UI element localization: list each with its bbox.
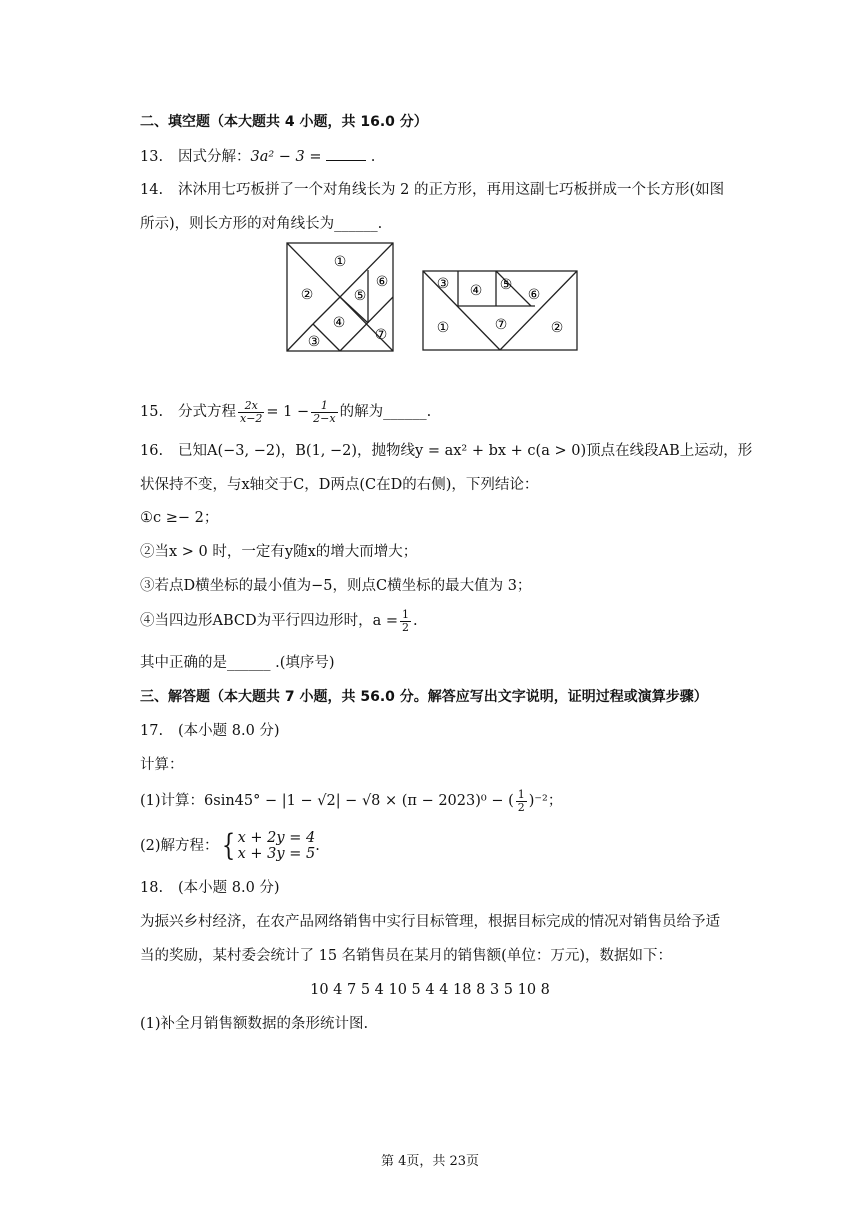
equation-system: [238, 830, 316, 862]
section-heading-solve: 三、解答题（本大题共 7 小题，共 56.0 分。解答应写出文字说明，证明过程或演算步骤）: [140, 689, 708, 705]
question-text: ④当四边形ABCD为平行四边形时，a =: [140, 613, 399, 629]
conclusion-3: ③若点D横坐标的最小值为−5，则点C横坐标的最大值为 3；: [140, 578, 532, 594]
question-number: 16.: [140, 443, 164, 459]
question-13: [140, 146, 375, 167]
brace-icon: {: [221, 828, 235, 863]
question-17-part2: [140, 828, 320, 864]
question-15: [140, 397, 431, 427]
question-17-part1: [140, 786, 562, 816]
question-14-line2: 所示)，则长方形的对角线长为______.: [140, 216, 383, 232]
question-text: 因式分解：: [178, 149, 251, 165]
question-number: 18.: [140, 880, 164, 896]
tangram-label: ④: [469, 283, 483, 299]
question-text: 的解为______.: [339, 404, 432, 420]
tangram-label: ③: [436, 276, 450, 292]
fraction: [238, 400, 264, 425]
question-17-intro: 计算：: [140, 757, 184, 773]
question-text: 沐沐用七巧板拼了一个对角线长为 2 的正方形，再用这副七巧板拼成一个长方形(如图: [178, 182, 725, 198]
fraction: [311, 400, 337, 425]
question-14-line1: [140, 180, 724, 200]
question-number: 13.: [140, 149, 164, 165]
denominator: 2: [402, 620, 410, 634]
question-16-line2: 状保持不变，与x轴交于C，D两点(C在D的右侧)，下列结论：: [140, 477, 539, 493]
page-footer: 第 4页，共 23页: [380, 1154, 480, 1169]
question-17-header: [140, 721, 280, 741]
tangram-label: ⑦: [494, 317, 508, 333]
math-text: (1)计算：6sin45° − |1 − √2| − √8 × (π − 2023)⁰ − (: [140, 793, 514, 809]
question-18-line1: 为振兴乡村经济，在农产品网络销售中实行目标管理，根据目标完成的情况对销售员给予适: [140, 914, 720, 930]
tangram-label: ①: [333, 254, 347, 270]
question-score: (本小题 8.0 分): [178, 880, 280, 896]
conclusion-2: ②当x > 0 时，一定有y随x的增大而增大；: [140, 544, 418, 560]
tangram-label: ⑥: [527, 287, 541, 303]
math-expression: 3a² − 3 =: [250, 149, 322, 165]
question-number: 17.: [140, 723, 164, 739]
tangram-label: ④: [332, 315, 346, 331]
fraction: [400, 609, 411, 634]
tangram-label: ⑤: [499, 277, 513, 293]
conclusion-1: ①c ≥− 2；: [140, 510, 219, 526]
numerator: 2x: [238, 400, 264, 413]
question-text: (2)解方程：: [140, 838, 219, 854]
question-number: 15.: [140, 404, 164, 420]
question-18-line2: 当的奖励，某村委会统计了 15 名销售员在某月的销售额(单位：万元)，数据如下：: [140, 948, 672, 964]
question-16-answer: 其中正确的是______ .(填序号): [140, 655, 335, 671]
equation: x + 2y = 4: [237, 830, 316, 846]
tangram-label: ⑤: [353, 288, 367, 304]
question-18-part1: (1)补全月销售额数据的条形统计图.: [140, 1016, 369, 1032]
question-16-line1: [140, 441, 752, 461]
conclusion-4: [140, 606, 418, 636]
tangram-label: ⑥: [375, 274, 389, 290]
tangram-label: ②: [300, 287, 314, 303]
answer-blank: [326, 146, 366, 161]
punctuation: .: [315, 838, 320, 854]
numerator: 1: [311, 400, 337, 413]
equation: x + 3y = 5: [237, 846, 316, 862]
denominator: 2: [517, 800, 525, 814]
section-heading-fill: 二、填空题（本大题共 4 小题，共 16.0 分）: [140, 114, 428, 130]
question-score: (本小题 8.0 分): [178, 723, 280, 739]
question-number: 14.: [140, 182, 164, 198]
math-text: = 1 −: [266, 404, 310, 420]
tangram-label: ③: [307, 334, 321, 350]
fraction: [516, 789, 527, 814]
punctuation: .: [413, 613, 418, 629]
question-text: 已知A(−3, −2)，B(1, −2)，抛物线y = ax² + bx + c(a > 0)顶点在线段AB上运动，形: [178, 443, 753, 459]
tangram-figure: [280, 236, 590, 358]
question-text: 分式方程: [178, 404, 236, 420]
tangram-label: ②: [550, 320, 564, 336]
numerator: 1: [402, 607, 410, 621]
math-text: )⁻²；: [528, 793, 563, 809]
denominator: x−2: [240, 411, 263, 425]
punctuation: .: [366, 149, 376, 165]
tangram-label: ①: [436, 320, 450, 336]
sales-data: 10 4 7 5 4 10 5 4 4 18 8 3 5 10 8: [310, 982, 550, 998]
denominator: 2−x: [313, 411, 336, 425]
numerator: 1: [517, 787, 525, 801]
tangram-label: ⑦: [374, 327, 388, 343]
question-18-header: [140, 878, 280, 898]
